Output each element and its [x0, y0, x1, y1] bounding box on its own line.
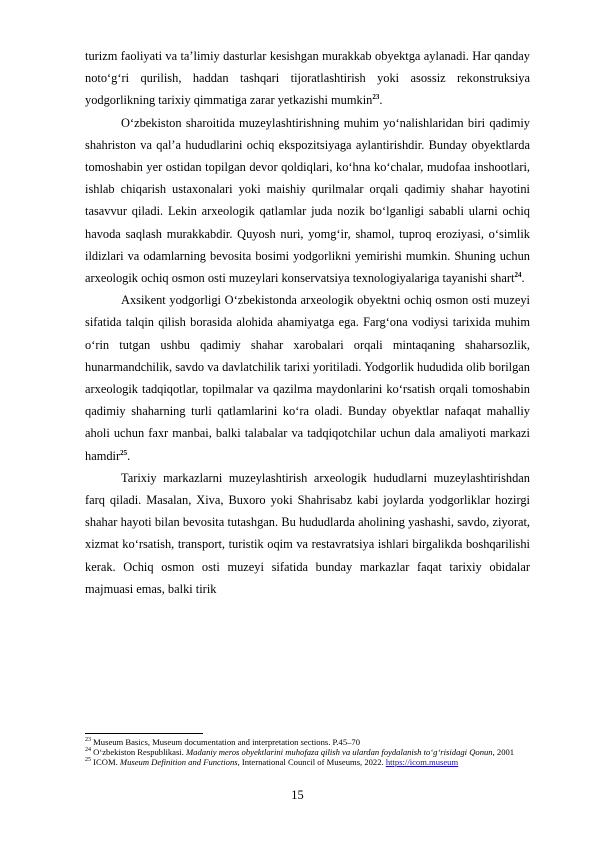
paragraph-4-text: Tarixiy markazlarni muzeylashtirish arxeologik hududlarni muzeylashtirishdan farq qiladi. Masalan, Xiva, Buxoro yoki Shahrisabz kabi joylarda yodgorliklar hozirgi shahar hayoti bilan bevosita tutashgan. Bu hududlarda aholining yashashi, savdo, ziyorat, xizmat ko‘rsatish, transport, turistik oqim va restavratsiya ishlari birgalikda boshqarilishi kerak. Ochiq osmon osti muzeyi sifatida bunday markazlar faqat tarixiy obidalar majmuasi emas, balki tirik: [85, 470, 530, 596]
footnote-italic-title: Museum Definition and Functions: [119, 757, 238, 767]
footnote-ref-23[interactable]: 23: [372, 93, 380, 102]
footnote-italic-title: Madaniy meros obyektlarini muhofaza qilish va ulardan foydalanish to‘g‘risidagi Qonun: [186, 747, 493, 757]
paragraph-2-end: .: [521, 271, 525, 286]
page-body: [85, 45, 530, 600]
footnote-text: ICOM.: [93, 757, 120, 767]
paragraph-1: [85, 45, 530, 112]
footnote-text: O‘zbekiston Respublikasi.: [93, 747, 187, 757]
footnote-ref-24[interactable]: 24: [514, 270, 522, 279]
footnote-23: [85, 737, 530, 747]
footnote-text: Museum Basics, Museum documentation and interpretation sections. P.45–70: [93, 737, 361, 747]
footnote-ref-25[interactable]: 25: [120, 448, 128, 457]
footnote-number: 23: [85, 737, 91, 744]
footnote-24: [85, 747, 530, 757]
footnotes: [85, 733, 530, 767]
page-number: 15: [291, 788, 304, 802]
footnote-text: , 2001: [492, 747, 515, 757]
footnote-25: [85, 757, 530, 767]
paragraph-2-text: O‘zbekiston sharoitida muzeylashtirishning muhim yo‘nalishlaridan biri qadimiy shahriston va qal’a hududlarini ochiq ekspozitsiyaga aylantirishdir. Bunday obyektlarda tomoshabin yer ostidan topilgan devor qoldiqlari, ko‘hna ko‘chalar, mudofaa inshootlari, ishlab chiqarish ustaxonalari yoki maishiy qurilmalar orqali qadimiy shahar hayotini tasavvur qiladi. Lekin arxeologik qatlamlar juda nozik bo‘lganligi sababli ularni ochiq havoda saqlash murakkabdir. Quyosh nuri, yomg‘ir, shamol, tuproq eroziyasi, o‘simlik ildizlari va odamlarning bevosita bosimi yodgorlikni yemirishi mumkin. Shuning uchun arxeologik ochiq osmon osti muzeylari konservatsiya texnologiyalariga tayanishi shart: [85, 115, 530, 286]
icom-link[interactable]: https://icom.museum: [385, 757, 459, 767]
paragraph-1-end: .: [379, 93, 383, 108]
paragraph-3: [85, 289, 530, 467]
paragraph-1-text: turizm faoliyati va ta’limiy dasturlar kesishgan murakkab obyektga aylanadi. Har qanday noto‘g‘ri qurilish, haddan tashqari tijoratlashtirish yoki asossiz rekonstruksiya yodgorlikning tarixiy qimmatiga zarar yetkazishi mumkin: [85, 49, 530, 108]
footnote-divider: [85, 733, 203, 734]
footnote-text: , International Council of Museums, 2022.: [237, 757, 386, 767]
paragraph-2: [85, 112, 530, 290]
footnote-number: 25: [85, 757, 91, 764]
paragraph-3-end: .: [127, 448, 131, 463]
footnote-number: 24: [85, 747, 91, 754]
paragraph-4: [85, 467, 530, 600]
paragraph-3-text: Axsikent yodgorligi O‘zbekistonda arxeologik obyektni ochiq osmon osti muzeyi sifatida talqin qilish borasida alohida ahamiyatga ega. Farg‘ona vodiysi tarixida muhim o‘rin tutgan ushbu qadimiy shahar xarobalari orqali mintaqaning shaharsozlik, hunarmandchilik, savdo va davlatchilik tarixi yoritiladi. Yodgorlik hududida olib borilgan arxeologik tadqiqotlar, topilmalar va qazilma maydonlarini ko‘rsatish orqali tomoshabin qadimiy shaharning turli qatlamlarini ko‘ra oladi. Bunday obyektlar nafaqat mahalliy aholi uchun faxr manbai, balki talabalar va tadqiqotchilar uchun dala amaliyoti markazi hamdir: [85, 293, 530, 463]
